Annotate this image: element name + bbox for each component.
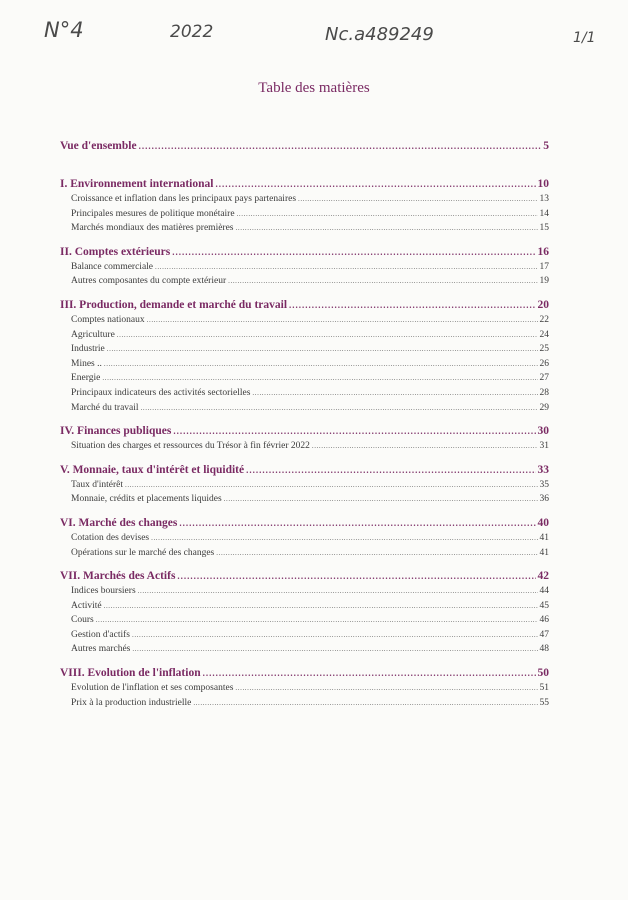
toc-entry-page: 31 xyxy=(539,441,549,452)
toc-entry-page: 13 xyxy=(539,194,549,204)
toc-section-heading[interactable] xyxy=(60,667,549,683)
toc-entry-page: 26 xyxy=(539,358,549,369)
toc-entry-page: 27 xyxy=(539,373,549,384)
toc-section-label: VIII. Evolution de l'inflation xyxy=(60,667,201,680)
toc-entry-page: 41 xyxy=(539,547,549,558)
toc-entry-page: 48 xyxy=(539,644,549,655)
dot-leader xyxy=(107,345,538,353)
toc-entry-label: Taux d'intérêt xyxy=(71,479,123,490)
dot-leader xyxy=(252,389,537,397)
handwritten-note-number: N°4 xyxy=(44,18,84,42)
toc-entry[interactable] xyxy=(60,194,549,209)
toc-entry-label: Principaux indicateurs des activités sectorielles xyxy=(71,387,251,398)
toc-entry[interactable] xyxy=(60,209,549,224)
dot-leader xyxy=(224,495,538,503)
toc-entry-page: 22 xyxy=(539,314,549,325)
handwritten-year: 2022 xyxy=(170,22,214,42)
toc-entry-page: 29 xyxy=(539,402,549,413)
toc-entry-label: Situation des charges et ressources du Trésor à fin février 2022 xyxy=(71,441,310,452)
toc-section-page: 50 xyxy=(537,667,549,680)
dot-leader xyxy=(203,668,536,678)
toc-entry-page: 41 xyxy=(539,532,549,543)
toc-section-page: 42 xyxy=(537,570,549,583)
dot-leader xyxy=(246,465,535,475)
toc-section-heading[interactable] xyxy=(60,299,549,315)
toc-entry[interactable] xyxy=(60,388,549,403)
dot-leader xyxy=(104,602,538,610)
toc-section-page: 33 xyxy=(537,463,549,476)
toc-entry-label: Prix à la production industrielle xyxy=(71,697,192,708)
dot-leader xyxy=(236,224,538,232)
toc-entry-page: 15 xyxy=(539,223,549,234)
dot-leader xyxy=(312,442,538,450)
toc-entry-label: Cours xyxy=(71,615,94,626)
toc-section-heading[interactable] xyxy=(60,425,549,441)
toc-overview-label: Vue d'ensemble xyxy=(60,140,137,152)
toc-section-label: I. Environnement international xyxy=(60,178,214,190)
toc-entry-page: 28 xyxy=(539,387,549,398)
toc-entry[interactable] xyxy=(60,533,549,548)
toc-entry-label: Autres marchés xyxy=(71,644,131,655)
toc-section-heading[interactable] xyxy=(60,517,549,533)
dot-leader xyxy=(215,179,535,189)
toc-entry[interactable] xyxy=(60,683,549,698)
toc-section-label: IV. Finances publiques xyxy=(60,425,172,438)
dot-leader xyxy=(235,684,537,692)
toc-section-heading[interactable] xyxy=(60,246,549,262)
toc-entry[interactable] xyxy=(60,698,549,713)
toc-overview-page: 5 xyxy=(543,140,549,152)
dot-leader xyxy=(104,360,538,368)
toc-entry-label: Comptes nationaux xyxy=(71,314,145,325)
toc-section-label: III. Production, demande et marché du travail xyxy=(60,298,288,311)
toc-section-page: 20 xyxy=(537,298,549,311)
toc-entry-page: 35 xyxy=(539,479,549,490)
toc-section xyxy=(60,178,549,238)
toc-entry-label: Gestion d'actifs xyxy=(71,629,130,640)
toc-entry[interactable] xyxy=(60,262,549,277)
toc-entry[interactable] xyxy=(60,359,549,374)
dot-leader xyxy=(228,277,537,285)
toc-entry[interactable] xyxy=(60,373,549,388)
toc-entry-label: Monnaie, crédits et placements liquides xyxy=(71,494,222,505)
toc-section-heading[interactable] xyxy=(60,570,549,586)
toc-entry-label: Balance commerciale xyxy=(71,261,154,272)
toc-entry-label: Agriculture xyxy=(71,329,115,340)
toc-entry-label: Cotation des devises xyxy=(71,532,150,543)
handwritten-reference: Nc.a489249 xyxy=(325,24,434,45)
toc-overview[interactable] xyxy=(60,140,549,156)
toc-entry-page: 55 xyxy=(539,697,549,708)
toc-section-label: VI. Marché des changes xyxy=(60,516,178,529)
toc-section-label: VII. Marchés des Actifs xyxy=(60,570,176,583)
toc-section-heading[interactable] xyxy=(60,178,549,194)
toc-entry-label: Mines .. xyxy=(71,358,102,369)
toc-section-page: 16 xyxy=(537,245,549,258)
dot-leader xyxy=(132,645,537,653)
toc-entry[interactable] xyxy=(60,494,549,509)
dot-leader xyxy=(117,331,538,339)
toc-entry[interactable] xyxy=(60,223,549,238)
toc-section xyxy=(60,517,549,562)
dot-leader xyxy=(147,316,538,324)
toc-entry-page: 25 xyxy=(539,344,549,355)
toc-entry[interactable] xyxy=(60,601,549,616)
handwritten-mark: 1/1 xyxy=(573,30,596,46)
toc-entry[interactable] xyxy=(60,315,549,330)
toc-entry-label: Industrie xyxy=(71,344,105,355)
toc-section-page: 10 xyxy=(537,178,549,190)
dot-leader xyxy=(102,374,537,382)
dot-leader xyxy=(173,426,535,436)
dot-leader xyxy=(193,699,537,707)
toc-entry[interactable] xyxy=(60,480,549,495)
toc-section xyxy=(60,570,549,659)
page-title: Table des matières xyxy=(258,80,370,96)
dot-leader xyxy=(141,404,538,412)
dot-leader xyxy=(132,631,538,639)
toc-entry[interactable] xyxy=(60,630,549,645)
toc-entry-page: 46 xyxy=(539,615,549,626)
toc-entry[interactable] xyxy=(60,276,549,291)
toc-section xyxy=(60,425,549,456)
dot-leader xyxy=(125,481,538,489)
dot-leader xyxy=(139,141,542,151)
toc-entry-page: 44 xyxy=(539,586,549,597)
toc-entry[interactable] xyxy=(60,441,549,456)
toc-sections xyxy=(60,178,549,712)
toc-entry[interactable] xyxy=(60,644,549,659)
toc-entry-label: Principales mesures de politique monétaire xyxy=(71,208,235,219)
table-of-contents xyxy=(60,140,549,720)
dot-leader xyxy=(237,210,538,218)
toc-entry-page: 17 xyxy=(539,261,549,272)
toc-entry-label: Autres composantes du compte extérieur xyxy=(71,276,227,287)
toc-entry[interactable] xyxy=(60,330,549,345)
toc-entry-page: 47 xyxy=(539,629,549,640)
dot-leader xyxy=(151,534,537,542)
toc-entry[interactable] xyxy=(60,548,549,563)
toc-entry-label: Indices boursiers xyxy=(71,586,136,597)
toc-entry-label: Marchés mondiaux des matières premières xyxy=(71,223,234,234)
toc-entry-label: Evolution de l'inflation et ses composantes xyxy=(71,683,234,694)
toc-entry[interactable] xyxy=(60,403,549,418)
toc-entry-label: Activité xyxy=(71,600,102,611)
toc-entry-label: Croissance et inflation dans les principaux pays partenaires xyxy=(71,194,297,204)
toc-entry-page: 51 xyxy=(539,683,549,694)
toc-entry-page: 45 xyxy=(539,600,549,611)
toc-entry-page: 36 xyxy=(539,494,549,505)
dot-leader xyxy=(216,549,537,557)
toc-entry-label: Energie xyxy=(71,373,101,384)
toc-section xyxy=(60,464,549,509)
toc-section-page: 30 xyxy=(537,425,549,438)
toc-entry-page: 14 xyxy=(539,208,549,219)
toc-section-label: II. Comptes extérieurs xyxy=(60,245,171,258)
toc-entry[interactable] xyxy=(60,344,549,359)
toc-entry[interactable] xyxy=(60,615,549,630)
dot-leader xyxy=(179,518,535,528)
toc-section xyxy=(60,667,549,712)
dot-leader xyxy=(155,263,537,271)
toc-section-heading[interactable] xyxy=(60,464,549,480)
dot-leader xyxy=(172,247,535,257)
toc-section xyxy=(60,299,549,417)
toc-section-label: V. Monnaie, taux d'intérêt et liquidité xyxy=(60,463,245,476)
toc-entry-page: 19 xyxy=(539,276,549,287)
toc-entry-label: Opérations sur le marché des changes xyxy=(71,547,215,558)
toc-section xyxy=(60,246,549,291)
toc-entry-page: 24 xyxy=(539,329,549,340)
dot-leader xyxy=(138,587,538,595)
dot-leader xyxy=(289,300,535,310)
dot-leader xyxy=(298,195,537,203)
dot-leader xyxy=(96,616,538,624)
toc-section-page: 40 xyxy=(537,516,549,529)
dot-leader xyxy=(177,571,535,581)
toc-entry-label: Marché du travail xyxy=(71,402,139,413)
toc-entry[interactable] xyxy=(60,586,549,601)
